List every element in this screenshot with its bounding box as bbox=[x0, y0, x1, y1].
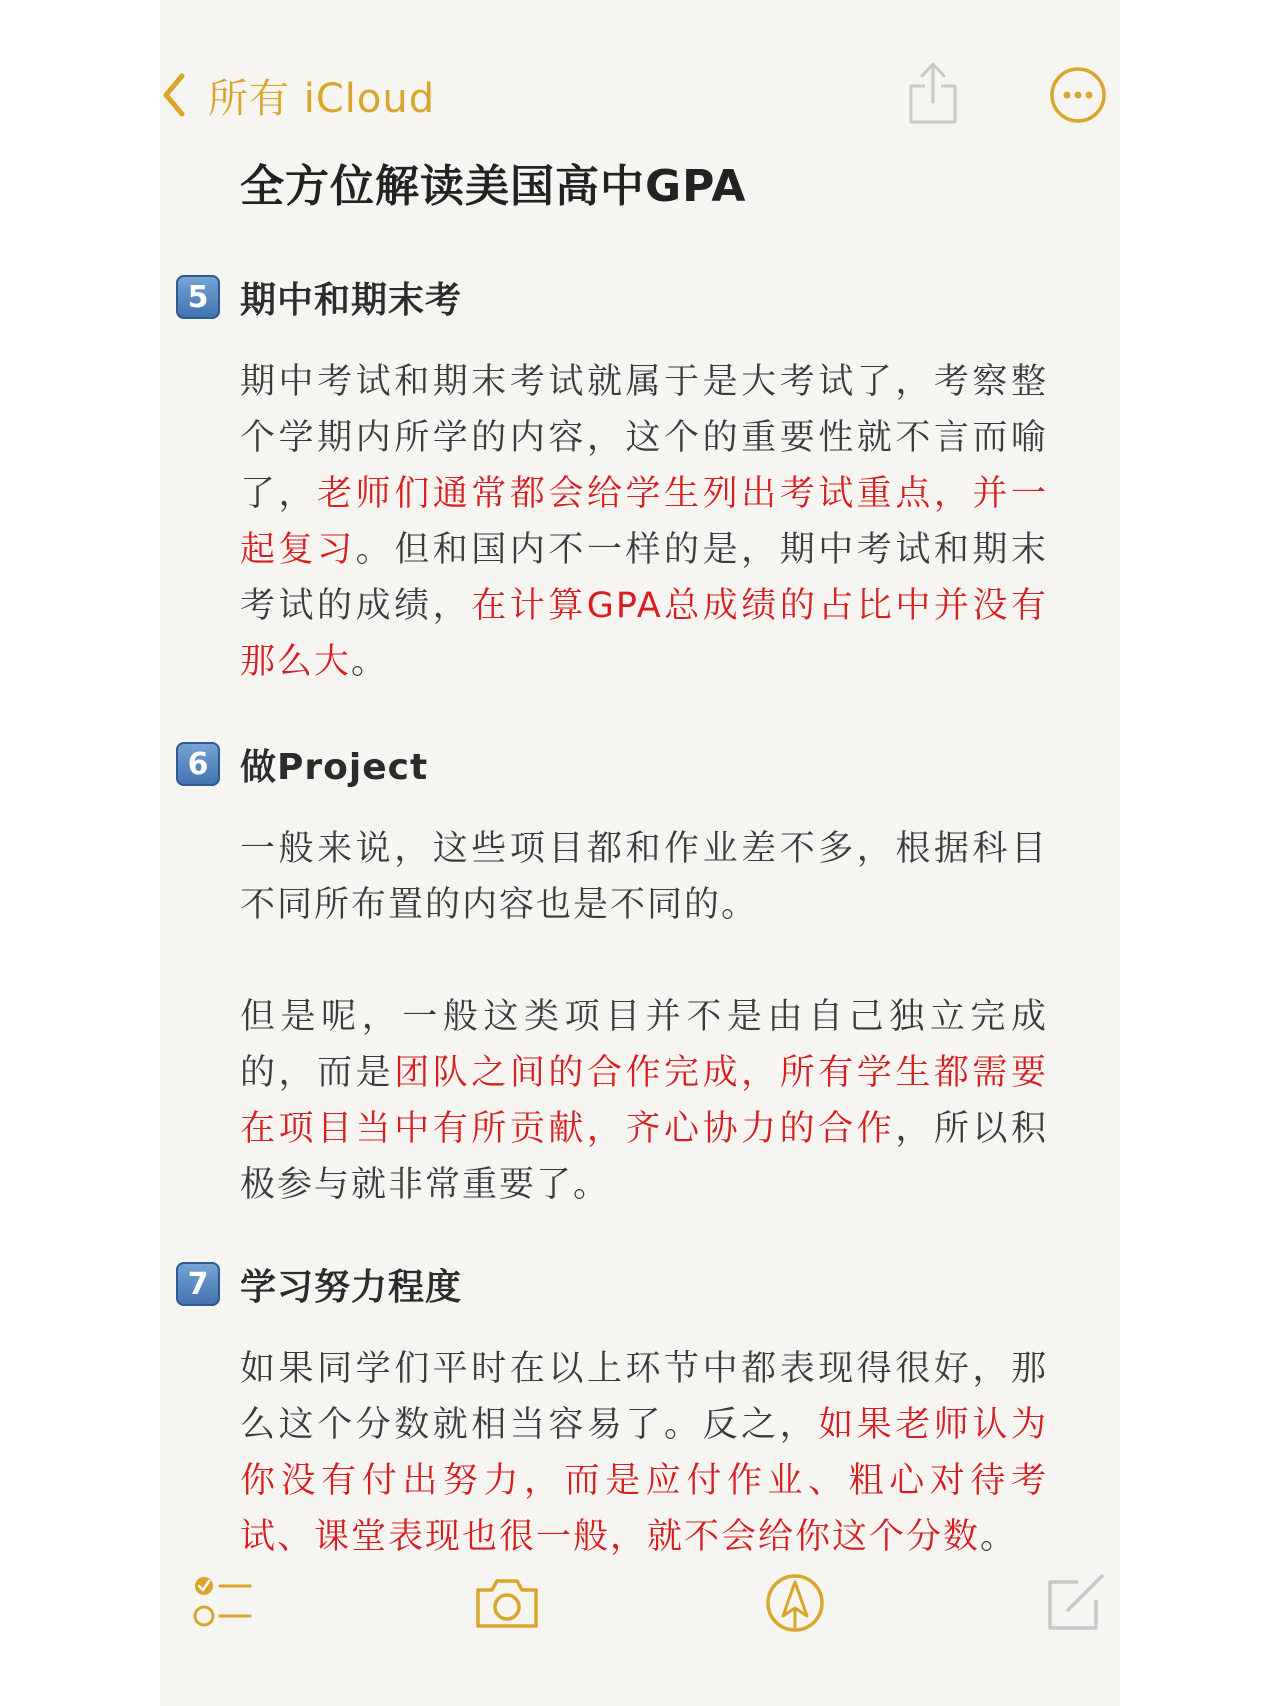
back-label: 所有 iCloud bbox=[208, 75, 436, 122]
section-6 bbox=[176, 737, 1076, 1213]
share-icon[interactable] bbox=[905, 56, 961, 128]
section-header bbox=[176, 737, 1076, 791]
text-run: ，所以积极参与就非常重要了。 bbox=[240, 1109, 1048, 1205]
number-badge-icon: 6 bbox=[176, 742, 220, 786]
checklist-icon[interactable] bbox=[190, 1568, 260, 1638]
section-header bbox=[176, 270, 1076, 324]
chevron-left-icon bbox=[160, 72, 188, 118]
highlighted-text: 如果老师认为你没有付出努力，而是应付作业、粗心对待考试、课堂表现也很一般，就不会给你这个分数 bbox=[240, 1405, 1048, 1557]
section-5 bbox=[176, 270, 1076, 690]
bottom-toolbar bbox=[160, 1568, 1120, 1648]
navigation-bar bbox=[160, 50, 1120, 140]
paragraph bbox=[240, 1341, 1048, 1565]
section-body bbox=[176, 821, 1076, 1213]
section-heading: 学习努力程度 bbox=[240, 1266, 463, 1308]
highlighted-text: 在计算GPA总成绩的占比中并没有那么大 bbox=[240, 586, 1048, 682]
highlighted-text: 团队之间的合作完成，所有学生都需要在项目当中有所贡献，齐心协力的合作 bbox=[240, 1053, 1048, 1149]
text-run: 如果同学们平时在以上环节中都表现得很好，那么这个分数就相当容易了。反之， bbox=[240, 1349, 1048, 1445]
paragraph bbox=[240, 354, 1048, 690]
more-icon[interactable] bbox=[1048, 65, 1108, 125]
number-badge-icon: 7 bbox=[176, 1262, 220, 1306]
section-heading: 做Project bbox=[240, 746, 429, 788]
paragraph bbox=[240, 821, 1048, 933]
section-header bbox=[176, 1257, 1076, 1311]
note-page bbox=[160, 0, 1120, 1706]
text-run: 一般来说，这些项目都和作业差不多，根据科目不同所布置的内容也是不同的。 bbox=[240, 829, 1048, 925]
text-run: 。 bbox=[351, 642, 389, 682]
section-heading: 期中和期末考 bbox=[240, 279, 463, 321]
text-run: 。但和国内不一样的是，期中考试和期末考试的成绩， bbox=[240, 530, 1048, 626]
camera-icon[interactable] bbox=[472, 1568, 542, 1638]
paragraph bbox=[240, 989, 1048, 1213]
markup-pen-icon[interactable] bbox=[760, 1568, 830, 1638]
note-title: 全方位解读美国高中GPA bbox=[240, 161, 747, 212]
text-run: 期中考试和期末考试就属于是大考试了，考察整个学期内所学的内容，这个的重要性就不言而喻了， bbox=[240, 362, 1048, 514]
text-run: 但是呢，一般这类项目并不是由自己独立完成的，而是 bbox=[240, 997, 1048, 1093]
section-body bbox=[176, 354, 1076, 690]
section-7 bbox=[176, 1257, 1076, 1565]
number-badge-icon: 5 bbox=[176, 275, 220, 319]
section-body bbox=[176, 1341, 1076, 1565]
text-run: 。 bbox=[980, 1517, 1018, 1557]
compose-icon[interactable] bbox=[1040, 1568, 1110, 1638]
highlighted-text: 老师们通常都会给学生列出考试重点，并一起复习 bbox=[240, 474, 1048, 570]
back-button[interactable] bbox=[160, 60, 435, 130]
